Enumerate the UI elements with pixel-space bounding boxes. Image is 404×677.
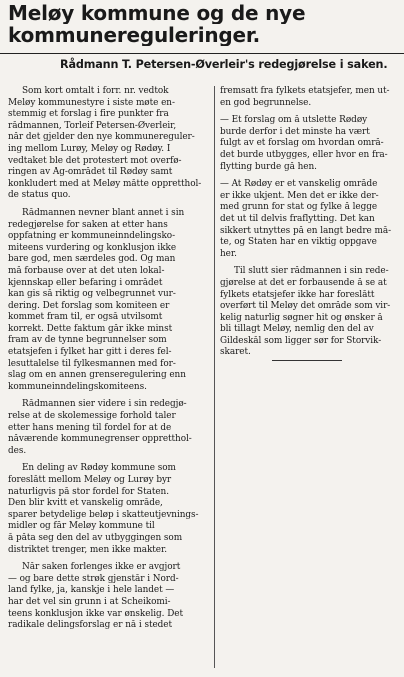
text-line: Rådmannen sier videre i sin redegjø- bbox=[22, 399, 187, 410]
article-headline bbox=[8, 2, 400, 46]
text-line: må forbause over at det uten lokal- bbox=[8, 265, 165, 276]
text-line: kelig naturlig søgner hit og ønsker å bbox=[220, 312, 383, 323]
text-line: Den blir kvitt et vanskelig område, bbox=[8, 498, 163, 509]
text-line: En deling av Rødøy kommune som bbox=[22, 463, 176, 474]
text-line: Til slutt sier rådmannen i sin rede- bbox=[234, 266, 389, 277]
text-line: distriktet trenger, men ikke makter. bbox=[8, 544, 167, 555]
text-line: å påta seg den del av utbyggingen som bbox=[8, 532, 183, 543]
right-column bbox=[220, 86, 400, 365]
text-line: bli tillagt Meløy, nemlig den del av bbox=[220, 324, 374, 335]
text-line: lesuttalelse til fylkesmannen med for- bbox=[8, 358, 176, 369]
text-line: er ikke ukjent. Men det er ikke der- bbox=[220, 190, 379, 201]
text-line: radikale delingsforslag er nå i stedet bbox=[8, 620, 173, 631]
article-end-rule bbox=[272, 360, 342, 361]
headline-rule bbox=[0, 53, 404, 54]
text-line: redegjørelse for saken at etter hans bbox=[8, 219, 168, 230]
text-line: nåværende kommunegrenser oppretthol- bbox=[8, 434, 192, 445]
text-line: fulgt av et forslag om hvordan områ- bbox=[220, 138, 384, 149]
text-line: midler og får Meløy kommune til bbox=[8, 521, 155, 532]
paragraph bbox=[8, 562, 211, 632]
text-line: foreslått mellom Meløy og Lurøy byr bbox=[8, 475, 172, 485]
text-line: rådmannen, Torleif Petersen-Øverleir, bbox=[8, 120, 177, 131]
paragraph bbox=[8, 463, 211, 556]
text-line: skaret. bbox=[220, 347, 251, 358]
text-line: med grunn for stat og fylke å legge bbox=[220, 202, 378, 213]
text-line: burde derfor i det minste ha vært bbox=[220, 126, 370, 137]
paragraph bbox=[8, 86, 211, 202]
text-line: overført til Meløy det område som vir- bbox=[220, 301, 391, 312]
text-line: sikkert utnyttes på en langt bedre må- bbox=[220, 225, 392, 236]
text-line: — og bare dette strøk gjenstår i Nord- bbox=[8, 573, 179, 584]
text-line: stemmig et forslag i fire punkter fra bbox=[8, 109, 169, 120]
text-line: Gildeskål som ligger sør for Storvik- bbox=[220, 335, 382, 346]
text-line: kjennskap eller befaring i området bbox=[8, 277, 163, 288]
article-subheadline: Rådmann T. Petersen-Øverleir's redegjørelse i saken. bbox=[60, 58, 388, 71]
text-line: sparer betydelige beløp i skatteutjevnings- bbox=[8, 509, 199, 520]
text-line: bare god, men særdeles god. Og man bbox=[8, 254, 176, 265]
text-line: vedtaket ble det protestert mot overfø- bbox=[8, 155, 182, 166]
text-line: land fylke, ja, kanskje i hele landet — bbox=[8, 585, 175, 596]
column-divider bbox=[214, 86, 215, 668]
left-column bbox=[8, 86, 211, 638]
text-line: fremsatt fra fylkets etatsjefer, men ut- bbox=[220, 86, 390, 96]
text-line: de status quo. bbox=[8, 190, 71, 201]
text-line: te, og Staten har en viktig oppgave bbox=[220, 237, 377, 248]
paragraph bbox=[220, 266, 400, 359]
text-line: her. bbox=[220, 248, 237, 259]
text-line: des. bbox=[8, 445, 27, 456]
text-line: etter hans mening til fordel for at de bbox=[8, 422, 172, 433]
paragraph bbox=[8, 399, 211, 457]
text-line: — At Rødøy er et vanskelig område bbox=[220, 179, 378, 190]
text-line: fylkets etatsjefer ikke har foreslått bbox=[220, 289, 375, 300]
text-line: konkludert med at Meløy måtte oppretthol- bbox=[8, 178, 202, 189]
text-line: oppfatning er kommuneinndelingsko- bbox=[8, 231, 176, 242]
text-line: ringen av Åg-området til Rødøy samt bbox=[8, 167, 173, 178]
text-line: teens konklusjon ikke var ønskelig. Det bbox=[8, 608, 183, 619]
text-line: det burde utbygges, eller hvor en fra- bbox=[220, 149, 388, 160]
text-line: ing mellom Lurøy, Meløy og Rødøy. I bbox=[8, 143, 171, 154]
headline-line: kommunereguleringer. bbox=[8, 24, 261, 46]
text-line: kan gis så riktig og velbegrunnet vur- bbox=[8, 289, 176, 300]
paragraph bbox=[220, 86, 400, 109]
text-line: har det vel sin grunn i at Scheikomi- bbox=[8, 596, 171, 607]
text-line: Meløy kommunestyre i siste møte en- bbox=[8, 97, 175, 108]
text-line: etatsjefen i fylket har gitt i deres fel- bbox=[8, 347, 172, 358]
text-line: korrekt. Dette faktum går ikke minst bbox=[8, 323, 173, 334]
text-line: Rådmannen nevner blant annet i sin bbox=[22, 207, 185, 218]
paragraph bbox=[8, 208, 211, 394]
text-line: — Et forslag om å utslette Rødøy bbox=[220, 115, 368, 126]
text-line: naturligvis på stor fordel for Staten. bbox=[8, 486, 169, 497]
text-line: dering. Det forslag som komiteen er bbox=[8, 300, 170, 311]
text-line: når det gjelder den nye kommunereguler- bbox=[8, 132, 195, 143]
text-line: kommet fram til, er også utvilsomt bbox=[8, 312, 163, 323]
paragraph bbox=[220, 179, 400, 260]
text-line: slag om en annen grenseregulering enn bbox=[8, 370, 186, 381]
text-line: miteens vurdering og konklusjon ikke bbox=[8, 242, 177, 253]
headline-line: Meløy kommune og de nye bbox=[8, 2, 306, 24]
text-line: kommuneinndelingskomiteens. bbox=[8, 381, 147, 392]
text-line: flytting burde gå hen. bbox=[220, 161, 317, 172]
text-line: det ut til delvis fraflytting. Det kan bbox=[220, 213, 375, 224]
text-line: en god begrunnelse. bbox=[220, 97, 312, 108]
text-line: gjørelse at det er forbausende å se at bbox=[220, 277, 387, 288]
text-line: fram av de tynne begrunnelser som bbox=[8, 335, 167, 346]
text-line: Som kort omtalt i forr. nr. vedtok bbox=[22, 86, 169, 96]
text-line: Når saken forlenges ikke er avgjort bbox=[22, 562, 181, 573]
paragraph bbox=[220, 115, 400, 173]
text-line: relse at de skolemessige forhold taler bbox=[8, 411, 176, 422]
